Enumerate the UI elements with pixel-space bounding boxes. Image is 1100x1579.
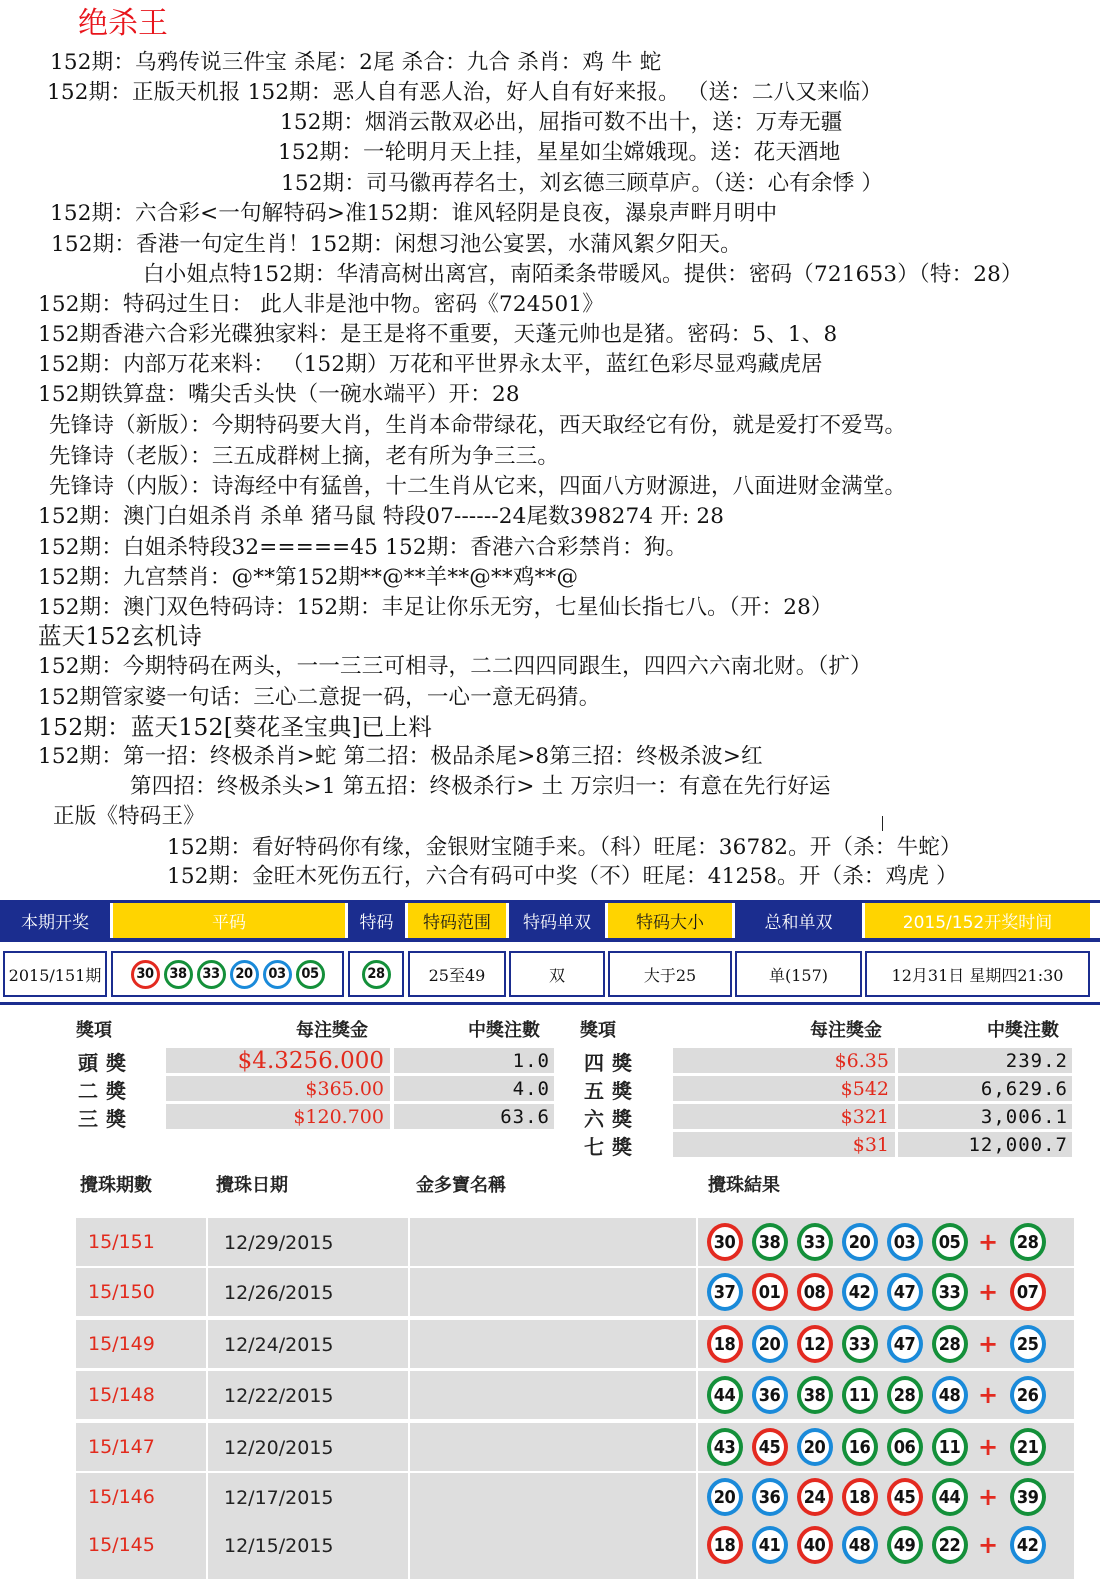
result-period: 15/146 [88,1486,155,1508]
header-special-number: 特码 [348,903,405,938]
results-header-name: 金多寶名稱 [416,1175,506,1196]
text-line: 白小姐点特152期：华清高树出离宫，南陌柔条带暖风。提供：密码（721653）（特：28） [143,262,1023,287]
draw-period: 2015/151期 [3,951,107,997]
prize-amount: $6.35 [673,1048,895,1073]
result-balls [702,1223,1050,1261]
text-line: 152期：司马徽再荐名士，刘玄德三顾草庐。（送：心有余悸 ） [281,171,884,196]
result-ball: 28 [932,1325,968,1363]
result-ball: 36 [752,1376,788,1414]
result-special-ball: 07 [1010,1273,1046,1311]
result-ball: 45 [752,1428,788,1466]
text-line: 152期：一轮明月天上挂，星星如尘嫦娥现。送：花天酒地 [278,140,841,165]
result-row [76,1320,1074,1368]
result-ball: 20 [707,1478,743,1516]
prize-header-count: 中獎注數 [987,1020,1059,1041]
prize-count: 63.6 [394,1104,554,1129]
plus-sign: + [978,1483,999,1511]
text-line: 152期：白姐杀特段32=====45 152期：香港六合彩禁肖：狗。 [38,535,688,560]
result-special-ball: 28 [1010,1223,1046,1261]
result-special-ball: 25 [1010,1325,1046,1363]
text-line: 152期：澳门白姐杀肖 杀单 猪马鼠 特段07------24尾数398274 开: 28 [38,504,725,529]
result-ball: 08 [797,1273,833,1311]
result-ball: 18 [707,1325,743,1363]
text-line: 蓝天152玄机诗 [38,622,202,650]
result-balls [702,1428,1050,1466]
result-ball: 18 [707,1526,743,1564]
result-balls [702,1273,1050,1311]
result-ball: 49 [887,1526,923,1564]
result-period: 15/148 [88,1384,155,1406]
result-ball: 20 [797,1428,833,1466]
next-draw-time: 12月31日 星期四21:30 [865,951,1090,997]
result-period: 15/145 [88,1534,155,1556]
result-ball: 37 [707,1273,743,1311]
prize-name: 四獎 [584,1051,640,1075]
result-special-ball: 39 [1010,1478,1046,1516]
result-ball: 33 [797,1223,833,1261]
result-row [76,1473,1074,1521]
sum-odd-even: 单(157) [735,951,862,997]
regular-ball: 33 [197,960,226,989]
result-period: 15/149 [88,1333,155,1355]
text-line: 152期：六合彩<一句解特码>准152期：谁风轻阴是良夜，瀑泉声畔月明中 [50,201,778,226]
header-regular-numbers: 平码 [113,903,345,938]
row-cell-bg [410,1218,696,1266]
result-period: 15/150 [88,1281,155,1303]
plus-sign: + [978,1433,999,1461]
result-ball: 38 [752,1223,788,1261]
result-balls [702,1478,1050,1516]
result-ball: 16 [842,1428,878,1466]
result-ball: 22 [932,1526,968,1564]
results-header-date: 攪珠日期 [216,1175,288,1196]
result-ball: 20 [752,1325,788,1363]
result-ball: 30 [707,1223,743,1261]
plus-sign: + [978,1278,999,1306]
text-line: 152期：九宫禁肖：@**第152期**@**羊**@**鸡**@ [38,565,579,590]
prize-count: 12,000.7 [898,1132,1072,1157]
result-ball: 48 [842,1526,878,1564]
result-balls [702,1325,1050,1363]
result-ball: 05 [932,1223,968,1261]
text-line: 152期香港六合彩光碟独家料：是王是将不重要，天蓬元帅也是猪。密码：5、1、8 [38,322,838,347]
divider-mark [882,816,883,831]
result-special-ball: 21 [1010,1428,1046,1466]
prize-name: 頭獎 [78,1051,134,1075]
result-ball: 06 [887,1428,923,1466]
text-line: 152期：蓝天152[葵花圣宝典]已上料 [38,713,433,741]
prize-name: 七獎 [584,1135,640,1159]
result-balls [702,1526,1050,1564]
result-date: 12/26/2015 [224,1282,334,1304]
bottom-rule [0,1002,1100,1005]
prize-count: 1.0 [394,1048,554,1073]
text-line: 152期：金旺木死伤五行，六合有码可中奖（不）旺尾：41258。开（杀：鸡虎 ） [167,864,958,889]
plus-sign: + [978,1330,999,1358]
result-ball: 33 [932,1273,968,1311]
result-ball: 36 [752,1478,788,1516]
result-ball: 48 [932,1376,968,1414]
header-sum-odd-even: 总和单双 [735,903,862,938]
special-odd-even: 双 [509,951,605,997]
result-period: 15/151 [88,1231,155,1253]
plus-sign: + [978,1228,999,1256]
result-ball: 18 [842,1478,878,1516]
special-range: 25至49 [408,951,506,997]
results-header-period: 攪珠期數 [80,1175,152,1196]
result-date: 12/29/2015 [224,1232,334,1254]
result-period: 15/147 [88,1436,155,1458]
special-ball: 28 [362,960,391,989]
result-date: 12/22/2015 [224,1385,334,1407]
result-ball: 47 [887,1273,923,1311]
result-ball: 43 [707,1428,743,1466]
prize-name: 六獎 [584,1107,640,1131]
text-line: 第四招：终极杀头>1 第五招：终极杀行> 土 万宗归一：有意在先行好运 [130,774,831,799]
result-date: 12/15/2015 [224,1535,334,1557]
header-special-big-small: 特码大小 [608,903,732,938]
row-cell-bg [410,1371,696,1419]
text-line: 152期：今期特码在两头，一一三三可相寻，二二四四同跟生，四四六六南北财。（扩） [38,654,872,679]
row-cell-bg [410,1268,696,1316]
plus-sign: + [978,1381,999,1409]
prize-header-count: 中獎注數 [468,1020,540,1041]
prize-header-item: 獎項 [76,1020,112,1041]
text-line: 152期：乌鸦传说三件宝 杀尾：2尾 杀合：九合 杀肖：鸡 牛 蛇 [50,50,662,75]
prize-count: 6,629.6 [898,1076,1072,1101]
text-line: 152期：澳门双色特码诗：152期：丰足让你乐无穷，七星仙长指七八。（开：28） [38,595,833,620]
prize-amount: $31 [673,1132,895,1157]
prize-count: 3,006.1 [898,1104,1072,1129]
result-balls [702,1376,1050,1414]
prize-name: 三獎 [78,1107,134,1131]
text-line: 先锋诗（老版）：三五成群树上摘，老有所为争三三。 [49,444,560,469]
header-next-draw-time: 2015/152开奖时间 [865,903,1090,938]
text-line: 先锋诗（内版）：诗海经中有猛兽，十二生肖从它来，四面八方财源进，八面进财金满堂。 [49,474,907,499]
result-ball: 24 [797,1478,833,1516]
prize-header-amount: 每注獎金 [296,1020,368,1041]
result-ball: 12 [797,1325,833,1363]
prize-count: 239.2 [898,1048,1072,1073]
prize-name: 五獎 [584,1079,640,1103]
header-current-draw: 本期开奖 [0,903,110,938]
prize-header-item: 獎項 [580,1020,616,1041]
result-date: 12/17/2015 [224,1487,334,1509]
plus-sign: + [978,1531,999,1559]
result-ball: 20 [842,1223,878,1261]
header-special-odd-even: 特码单双 [509,903,605,938]
result-date: 12/24/2015 [224,1334,334,1356]
result-ball: 11 [842,1376,878,1414]
text-line: 152期：烟消云散双必出，屈指可数不出十，送：万寿无疆 [280,110,843,135]
text-line: 先锋诗（新版）：今期特码要大肖，生肖本命带绿花，西天取经它有份，就是爱打不爱骂。 [49,413,907,438]
result-ball: 40 [797,1526,833,1564]
prize-amount: $321 [673,1104,895,1129]
text-line: 正版《特码王》 [53,804,205,829]
result-date: 12/20/2015 [224,1437,334,1459]
mid-rule [0,938,1100,942]
result-row [76,1218,1074,1266]
regular-ball: 20 [230,960,259,989]
special-big-small: 大于25 [608,951,732,997]
prize-count: 4.0 [394,1076,554,1101]
regular-ball: 03 [263,960,292,989]
row-cell-bg [410,1320,696,1368]
result-ball: 44 [707,1376,743,1414]
row-cell-bg [410,1423,696,1471]
result-row [76,1521,1074,1579]
special-number [348,951,404,997]
row-cell-bg [410,1473,696,1521]
text-line: 152期：看好特码你有缘，金银财宝随手来。（科）旺尾：36782。开（杀：牛蛇） [167,835,962,860]
prize-amount: $120.700 [166,1104,390,1129]
text-line: 152期管家婆一句话：三心二意捉一码，一心一意无码猜。 [38,685,601,710]
result-ball: 33 [842,1325,878,1363]
result-ball: 42 [842,1273,878,1311]
prize-amount: $4.3256.000 [166,1048,390,1073]
text-line: 152期铁算盘：嘴尖舌头快（一碗水端平）开：28 [38,382,520,407]
result-special-ball: 26 [1010,1376,1046,1414]
draw-result-table [0,903,1100,1006]
header-special-range: 特码范围 [408,903,506,938]
result-ball: 41 [752,1526,788,1564]
result-ball: 45 [887,1478,923,1516]
result-ball: 03 [887,1223,923,1261]
result-row [76,1423,1074,1471]
regular-ball: 38 [164,960,193,989]
regular-ball: 30 [131,960,160,989]
regular-ball: 05 [296,960,325,989]
result-ball: 01 [752,1273,788,1311]
prize-header-amount: 每注獎金 [810,1020,882,1041]
result-special-ball: 42 [1010,1526,1046,1564]
text-line: 152期：内部万花来料： （152期）万花和平世界永太平，蓝红色彩尽显鸡藏虎居 [38,352,823,377]
row-cell-bg [410,1521,696,1579]
text-line: 152期：第一招：终极杀肖>蛇 第二招：极品杀尾>8第三招：终极杀波>红 [38,744,763,769]
page-title: 绝杀王 [78,6,168,41]
regular-numbers [111,951,344,997]
result-ball: 11 [932,1428,968,1466]
results-header-result: 攪珠結果 [708,1175,780,1196]
text-line: 152期：香港一句定生肖！152期：闲想习池公宴罢，水蒲风絮夕阳天。 [51,232,742,257]
prize-amount: $365.00 [166,1076,390,1101]
prize-amount: $542 [673,1076,895,1101]
text-line: 152期：正版天机报 152期：恶人自有恶人治，好人自有好来报。 （送：二八又来临） [47,80,883,105]
prize-name: 二獎 [78,1079,134,1103]
text-line: 152期：特码过生日： 此人非是池中物。密码《724501》 [38,292,604,317]
result-row [76,1371,1074,1419]
result-ball: 38 [797,1376,833,1414]
result-row [76,1268,1074,1316]
result-ball: 47 [887,1325,923,1363]
result-ball: 28 [887,1376,923,1414]
result-ball: 44 [932,1478,968,1516]
